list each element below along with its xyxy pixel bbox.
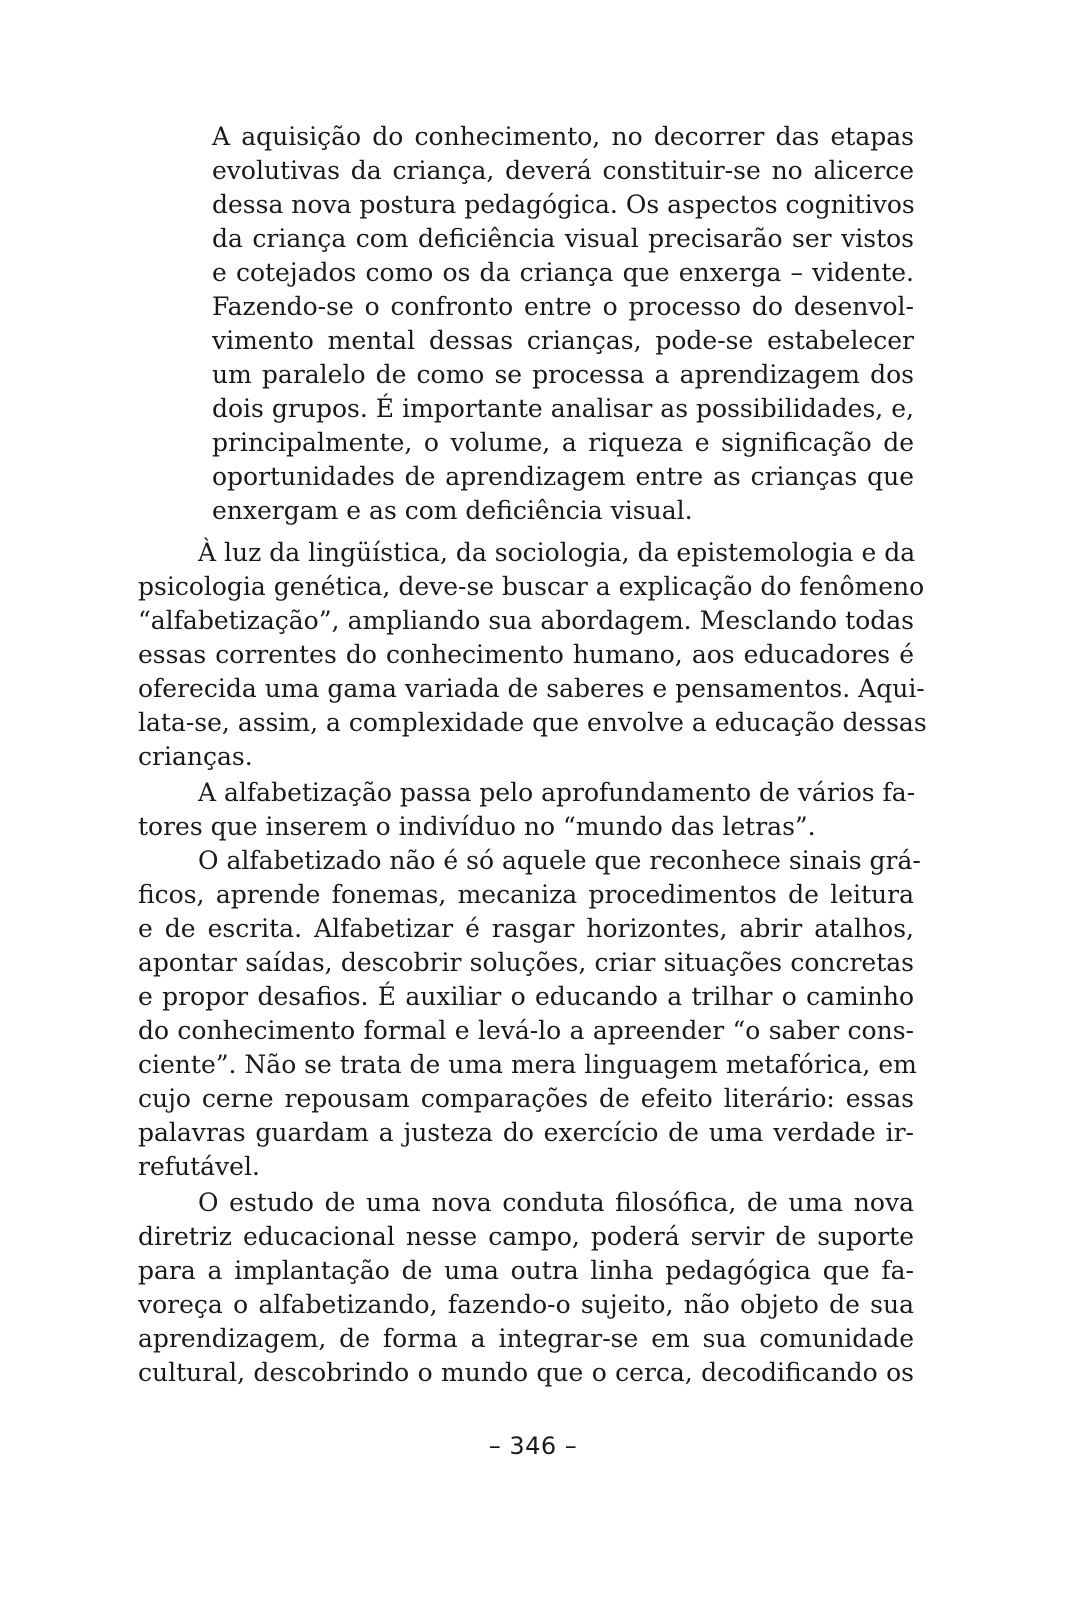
text-line: voreça o alfabetizando, fazendo-o sujeito, não objeto de sua xyxy=(138,1290,914,1319)
text-line: cujo cerne repousam comparações de efeito literário: essas xyxy=(138,1084,914,1113)
text-line: essas correntes do conhecimento humano, aos educadores é xyxy=(138,640,914,669)
text-line: oferecida uma gama variada de saberes e pensamentos. Aqui- xyxy=(138,674,925,703)
text-line: cultural, descobrindo o mundo que o cerca, decodificando os xyxy=(138,1358,914,1387)
text-line: do conhecimento formal e levá-lo a apreender “o saber cons- xyxy=(138,1016,914,1045)
text-line: A aquisição do conhecimento, no decorrer das etapas xyxy=(212,122,914,151)
text-line: “alfabetização”, ampliando sua abordagem. Mesclando todas xyxy=(138,606,914,635)
text-line: apontar saídas, descobrir soluções, criar situações concretas xyxy=(138,948,914,977)
text-line: O alfabetizado não é só aquele que reconhece sinais grá- xyxy=(198,846,921,875)
text-line: vimento mental dessas crianças, pode-se estabelecer xyxy=(212,326,914,355)
text-line: ciente”. Não se trata de uma mera linguagem metafórica, em xyxy=(138,1050,917,1079)
text-line: psicologia genética, deve-se buscar a explicação do fenômeno xyxy=(138,572,925,601)
page-number: – 346 – xyxy=(488,1432,578,1460)
text-line: Fazendo-se o confronto entre o processo do desenvol- xyxy=(212,292,914,321)
text-line: e propor desafios. É auxiliar o educando a trilhar o caminho xyxy=(138,982,914,1011)
text-line: dois grupos. É importante analisar as possibilidades, e, xyxy=(212,394,914,423)
text-line: para a implantação de uma outra linha pedagógica que fa- xyxy=(138,1256,914,1285)
text-line: enxergam e as com deficiência visual. xyxy=(212,496,693,525)
text-line: um paralelo de como se processa a aprendizagem dos xyxy=(212,360,914,389)
text-line: da criança com deficiência visual precisarão ser vistos xyxy=(212,224,914,253)
text-line: A alfabetização passa pelo aprofundamento de vários fa- xyxy=(198,778,916,807)
text-line: dessa nova postura pedagógica. Os aspectos cognitivos xyxy=(212,190,915,219)
text-line: ficos, aprende fonemas, mecaniza procedimentos de leitura xyxy=(138,880,914,909)
text-line: aprendizagem, de forma a integrar-se em sua comunidade xyxy=(138,1324,914,1353)
text-line: diretriz educacional nesse campo, poderá servir de suporte xyxy=(138,1222,914,1251)
text-line: e de escrita. Alfabetizar é rasgar horizontes, abrir atalhos, xyxy=(138,914,914,943)
text-line: crianças. xyxy=(138,742,253,771)
text-line: À luz da lingüística, da sociologia, da epistemologia e da xyxy=(198,538,916,567)
text-line: O estudo de uma nova conduta filosófica, de uma nova xyxy=(198,1188,914,1217)
text-line: oportunidades de aprendizagem entre as crianças que xyxy=(212,462,914,491)
text-line: refutável. xyxy=(138,1152,260,1181)
text-line: evolutivas da criança, deverá constituir-se no alicerce xyxy=(212,156,914,185)
text-line: lata-se, assim, a complexidade que envolve a educação dessas xyxy=(138,708,927,737)
text-line: palavras guardam a justeza do exercício de uma verdade ir- xyxy=(138,1118,914,1147)
text-line: tores que inserem o indivíduo no “mundo das letras”. xyxy=(138,812,816,841)
text-line: principalmente, o volume, a riqueza e significação de xyxy=(212,428,914,457)
text-line: e cotejados como os da criança que enxerga – vidente. xyxy=(212,258,914,287)
